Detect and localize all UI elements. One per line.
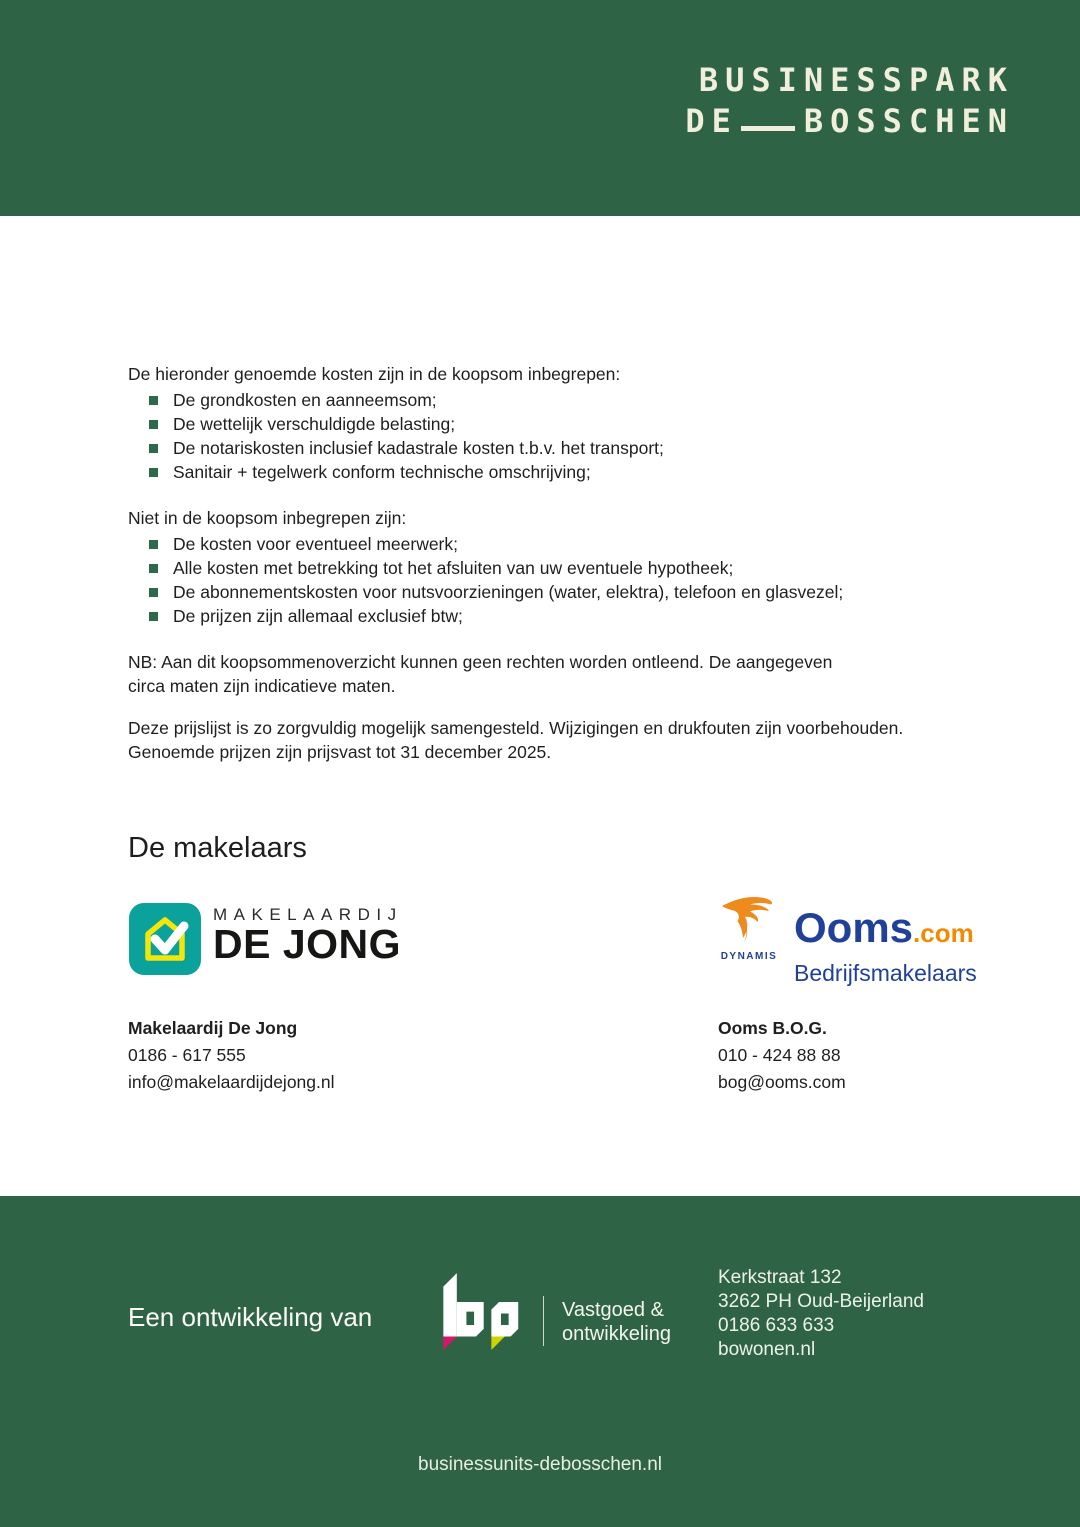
development-label: Een ontwikkeling van [128,1302,373,1332]
list-item [128,412,1007,436]
dynamis-label: DYNAMIS [720,951,778,962]
pricelist-note [128,716,1007,764]
logo-line2 [685,101,1014,142]
ooms-phone: 010 - 424 88 88 [718,1045,841,1065]
address-phone: 0186 633 633 [718,1315,835,1336]
square-bullet-icon [149,564,158,573]
list-item-text: De prijzen zijn allemaal exclusief btw; [173,606,463,626]
list-item-text: Sanitair + tegelwerk conform technische omschrijving; [173,462,591,482]
excluded-list [128,532,1007,628]
pricelist-note-line1: Deze prijslijst is zo zorgvuldig mogelijk samengesteld. Wijzigingen en drukfouten zijn voorbehouden. [128,718,904,738]
bo-logo [428,1273,524,1354]
dejong-contact [128,1015,718,1096]
ooms-logo [718,902,977,987]
list-item-text: De abonnementskosten voor nutsvoorzieningen (water, elektra), telefoon en glasvezel; [173,582,844,602]
list-item-text: De grondkosten en aanneemsom; [173,390,437,410]
bo-tagline-line1: Vastgoed & [562,1299,664,1321]
list-item [128,436,1007,460]
nb-note [128,650,1007,698]
included-list [128,388,1007,484]
bo-tagline-line2: ontwikkeling [562,1323,671,1345]
footer-banner [0,1196,1080,1527]
ooms-word: Ooms [794,904,914,951]
bo-tagline [562,1298,671,1346]
ooms-wordmark [794,904,977,956]
list-item-text: De wettelijk verschuldigde belasting; [173,414,456,434]
dynamis-horse-icon [718,890,780,948]
list-item [128,604,1007,628]
square-bullet-icon [149,612,158,621]
included-intro: De hieronder genoemde kosten zijn in de koopsom inbegrepen: [128,364,621,384]
footer-website[interactable]: businessunits-debosschen.nl [418,1454,662,1475]
list-item [128,460,1007,484]
dejong-email-link[interactable]: info@makelaardijdejong.nl [128,1072,335,1092]
square-bullet-icon [149,540,158,549]
list-item-text: Alle kosten met betrekking tot het afsluiten van uw eventuele hypotheek; [173,558,734,578]
dejong-house-check-icon [128,902,202,976]
pricelist-note-line2: Genoemde prijzen zijn prijsvast tot 31 december 2025. [128,742,552,762]
dejong-logo-makelaardij: MAKELAARDIJ [213,905,403,924]
list-item-text: De kosten voor eventueel meerwerk; [173,534,458,554]
dejong-logo-name: DE JONG [213,921,402,967]
header-banner [0,0,1080,216]
ooms-subtitle: Bedrijfsmakelaars [794,960,977,986]
square-bullet-icon [149,588,158,597]
square-bullet-icon [149,420,158,429]
square-bullet-icon [149,396,158,405]
footer-row [128,1267,1007,1366]
dejong-logo [128,902,718,987]
broker-contacts-row [128,1015,1007,1096]
logo-line2-prefix: DE [685,102,738,140]
brokers-heading: De makelaars [128,832,307,864]
dynamis-block [718,890,780,962]
bowonen-link[interactable]: bowonen.nl [718,1339,816,1360]
square-bullet-icon [149,444,158,453]
list-item [128,556,1007,580]
address-city: 3262 PH Oud-Beijerland [718,1291,924,1312]
ooms-contact-name: Ooms B.O.G. [718,1018,827,1038]
businesspark-logo [685,60,1014,142]
square-bullet-icon [149,468,158,477]
ooms-contact [718,1015,846,1096]
nb-note-line1: NB: Aan dit koopsommenoverzicht kunnen geen rechten worden ontleend. De aangegeven [128,652,833,672]
logo-line1: BUSINESSPARK [698,61,1014,99]
list-item [128,532,1007,556]
dejong-phone: 0186 - 617 555 [128,1045,246,1065]
footer-divider [543,1296,544,1346]
excluded-intro: Niet in de koopsom inbegrepen zijn: [128,508,407,528]
logo-line2-suffix: BOSSCHEN [803,102,1014,140]
footer-address [718,1266,924,1362]
nb-note-line2: circa maten zijn indicatieve maten. [128,676,396,696]
list-item-text: De notariskosten inclusief kadastrale kosten t.b.v. het transport; [173,438,664,458]
broker-logos-row [128,902,1007,987]
logo-underscore [741,126,795,131]
list-item [128,388,1007,412]
address-street: Kerkstraat 132 [718,1267,842,1288]
ooms-email-link[interactable]: bog@ooms.com [718,1072,846,1092]
main-content [0,216,1080,1096]
list-item [128,580,1007,604]
ooms-tld: .com [913,918,974,948]
dejong-contact-name: Makelaardij De Jong [128,1018,298,1038]
